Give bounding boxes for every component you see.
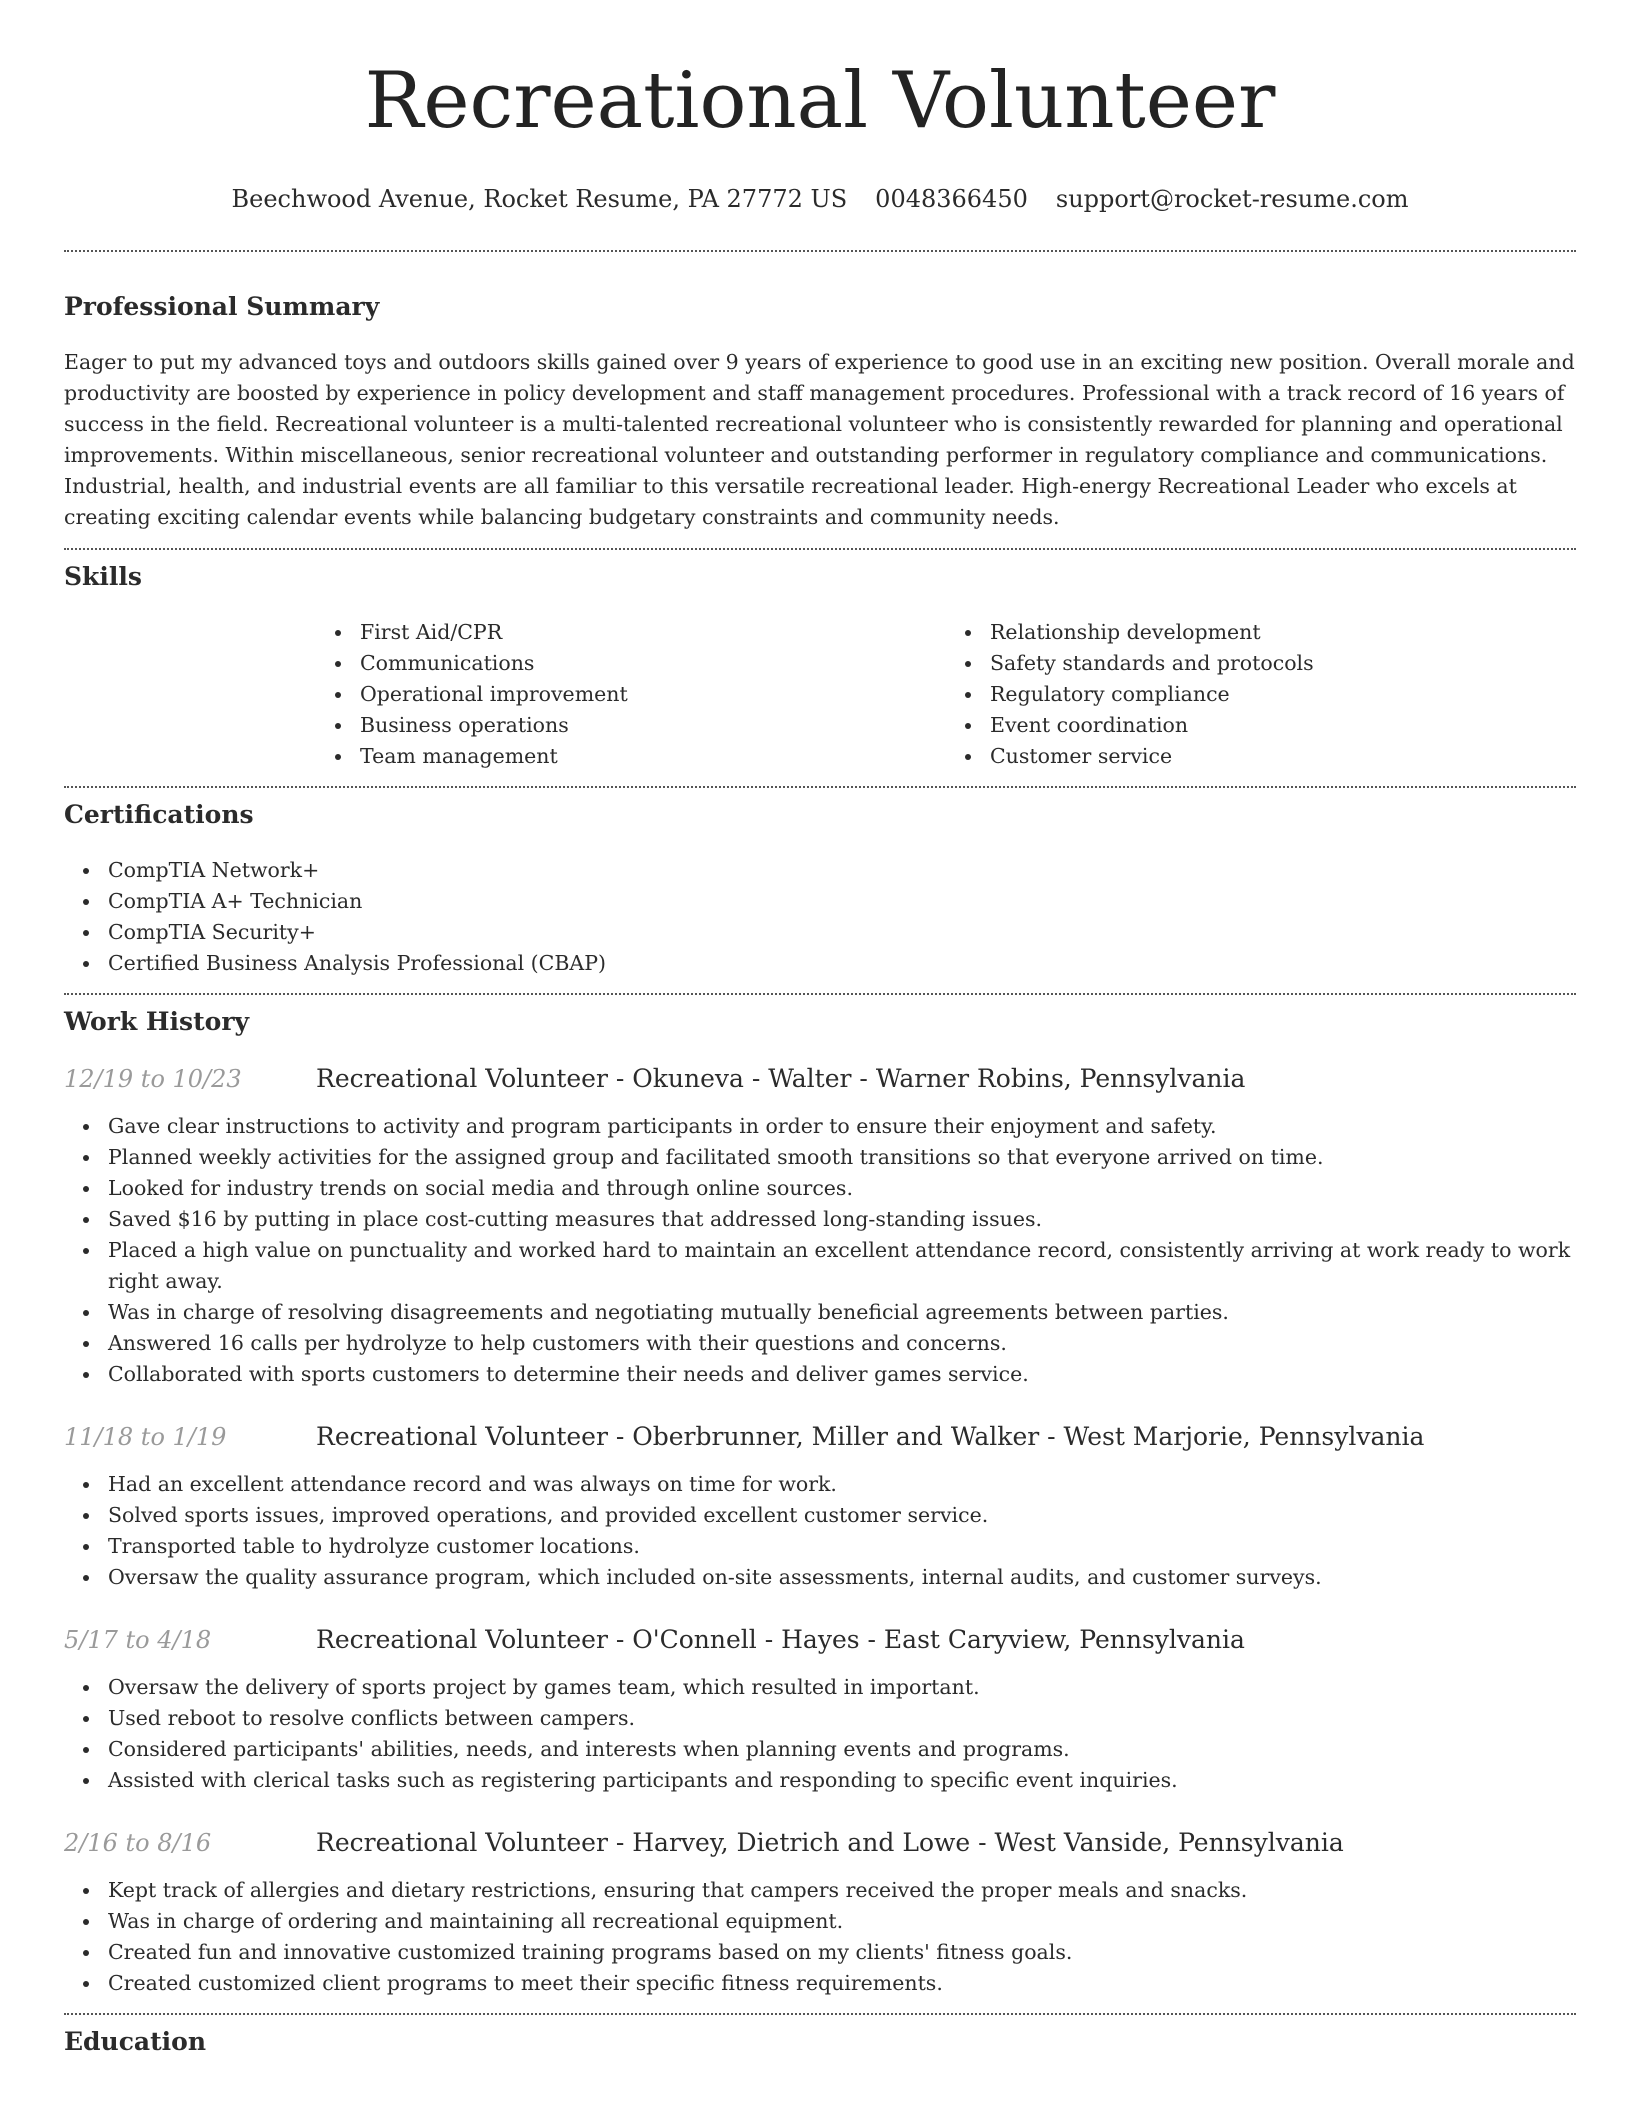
contact-address: Beechwood Avenue, Rocket Resume, PA 27772 US xyxy=(231,185,848,213)
skill-item: Event coordination xyxy=(990,710,1576,741)
job-duty-item: Used reboot to resolve conflicts between campers. xyxy=(108,1703,1576,1734)
skill-item: Operational improvement xyxy=(360,679,946,710)
job-entry xyxy=(64,1625,1576,1796)
divider xyxy=(64,548,1576,550)
resume-page xyxy=(64,0,1576,2057)
job-duty-item: Created customized client programs to meet their specific fitness requirements. xyxy=(108,1968,1576,1999)
job-duty-item: Transported table to hydrolyze customer locations. xyxy=(108,1531,1576,1562)
job-duty-item: Planned weekly activities for the assigned group and facilitated smooth transitions so that everyone arrived on time. xyxy=(108,1142,1576,1173)
contact-phone: 0048366450 xyxy=(875,185,1028,213)
job-date: 5/17 to 4/18 xyxy=(64,1626,212,1654)
job-duty-item: Gave clear instructions to activity and program participants in order to ensure their enjoyment and safety. xyxy=(108,1111,1576,1142)
divider xyxy=(64,786,1576,788)
skill-item: First Aid/CPR xyxy=(360,617,946,648)
job-duty-item: Placed a high value on punctuality and worked hard to maintain an excellent attendance record, consistently arriving at work ready to work right away. xyxy=(108,1235,1576,1297)
divider xyxy=(64,2013,1576,2015)
job-duty-item: Was in charge of resolving disagreements and negotiating mutually beneficial agreements between parties. xyxy=(108,1297,1576,1328)
section-title-skills: Skills xyxy=(64,562,142,591)
certification-item: CompTIA A+ Technician xyxy=(108,886,1576,917)
divider xyxy=(64,250,1576,252)
skills-column-right xyxy=(946,617,1576,772)
job-duty-item: Oversaw the delivery of sports project by games team, which resulted in important. xyxy=(108,1672,1576,1703)
job-date: 11/18 to 1/19 xyxy=(64,1423,227,1451)
job-duty-item: Saved $16 by putting in place cost-cutting measures that addressed long-standing issues. xyxy=(108,1204,1576,1235)
skill-item: Customer service xyxy=(990,741,1576,772)
job-duties xyxy=(64,1875,1576,1999)
job-title: Recreational Volunteer - Oberbrunner, Miller and Walker - West Marjorie, Pennsylvania xyxy=(316,1422,1425,1451)
certifications-list xyxy=(64,855,1576,979)
job-header xyxy=(64,1625,1576,1655)
skill-item: Team management xyxy=(360,741,946,772)
certification-item: CompTIA Security+ xyxy=(108,917,1576,948)
job-title: Recreational Volunteer - O'Connell - Hayes - East Caryview, Pennsylvania xyxy=(316,1625,1245,1654)
job-duty-item: Answered 16 calls per hydrolyze to help customers with their questions and concerns. xyxy=(108,1328,1576,1359)
job-duty-item: Created fun and innovative customized training programs based on my clients' fitness goals. xyxy=(108,1937,1576,1968)
job-duties xyxy=(64,1469,1576,1593)
job-duty-item: Collaborated with sports customers to determine their needs and deliver games service. xyxy=(108,1359,1576,1390)
job-duties xyxy=(64,1672,1576,1796)
job-header xyxy=(64,1064,1576,1094)
section-title-education: Education xyxy=(64,2027,207,2056)
certification-item: CompTIA Network+ xyxy=(108,855,1576,886)
job-duty-item: Considered participants' abilities, needs, and interests when planning events and programs. xyxy=(108,1734,1576,1765)
skill-item: Regulatory compliance xyxy=(990,679,1576,710)
section-title-certifications: Certifications xyxy=(64,800,254,829)
job-date: 2/16 to 8/16 xyxy=(64,1829,212,1857)
job-duty-item: Had an excellent attendance record and was always on time for work. xyxy=(108,1469,1576,1500)
job-list xyxy=(64,1064,1576,1999)
education-section xyxy=(64,2027,1576,2057)
skill-item: Safety standards and protocols xyxy=(990,648,1576,679)
job-duty-item: Kept track of allergies and dietary restrictions, ensuring that campers received the proper meals and snacks. xyxy=(108,1875,1576,1906)
contact-line xyxy=(64,184,1576,214)
section-title-work-history: Work History xyxy=(64,1007,250,1036)
job-title: Recreational Volunteer - Harvey, Dietrich and Lowe - West Vanside, Pennsylvania xyxy=(316,1828,1344,1857)
job-title: Recreational Volunteer - Okuneva - Walter - Warner Robins, Pennsylvania xyxy=(316,1064,1246,1093)
certifications-section xyxy=(64,800,1576,979)
job-date: 12/19 to 10/23 xyxy=(64,1065,242,1093)
skill-item: Relationship development xyxy=(990,617,1576,648)
candidate-name: Recreational Volunteer xyxy=(364,56,1276,146)
job-duty-item: Assisted with clerical tasks such as registering participants and responding to specific event inquiries. xyxy=(108,1765,1576,1796)
section-title-summary: Professional Summary xyxy=(64,292,380,321)
job-entry xyxy=(64,1064,1576,1390)
divider xyxy=(64,993,1576,995)
work-history-section xyxy=(64,1007,1576,1999)
skills-list xyxy=(316,617,1576,772)
skills-column-left xyxy=(316,617,946,772)
job-duty-item: Solved sports issues, improved operations, and provided excellent customer service. xyxy=(108,1500,1576,1531)
job-header xyxy=(64,1422,1576,1452)
job-duty-item: Oversaw the quality assurance program, which included on-site assessments, internal audits, and customer surveys. xyxy=(108,1562,1576,1593)
skills-section xyxy=(64,562,1576,772)
job-entry xyxy=(64,1828,1576,1999)
job-duty-item: Was in charge of ordering and maintaining all recreational equipment. xyxy=(108,1906,1576,1937)
skill-item: Business operations xyxy=(360,710,946,741)
summary-text: Eager to put my advanced toys and outdoors skills gained over 9 years of experience to good use in an exciting new position. Overall morale and productivity are boosted by experience in policy development and staff management procedures. Professional with a track record of 16 years of success in the field. Recreational volunteer is a multi-talented recreational volunteer who is consistently rewarded for planning and operational improvements. Within miscellaneous, senior recreational volunteer and outstanding performer in regulatory compliance and communications. Industrial, health, and industrial events are all familiar to this versatile recreational leader. High-energy Recreational Leader who excels at creating exciting calendar events while balancing budgetary constraints and community needs. xyxy=(64,350,1575,529)
contact-email[interactable]: support@rocket-resume.com xyxy=(1055,185,1409,213)
certification-item: Certified Business Analysis Professional (CBAP) xyxy=(108,948,1576,979)
job-header xyxy=(64,1828,1576,1858)
job-duties xyxy=(64,1111,1576,1390)
summary-section xyxy=(64,292,1576,533)
job-duty-item: Looked for industry trends on social media and through online sources. xyxy=(108,1173,1576,1204)
job-entry xyxy=(64,1422,1576,1593)
skill-item: Communications xyxy=(360,648,946,679)
